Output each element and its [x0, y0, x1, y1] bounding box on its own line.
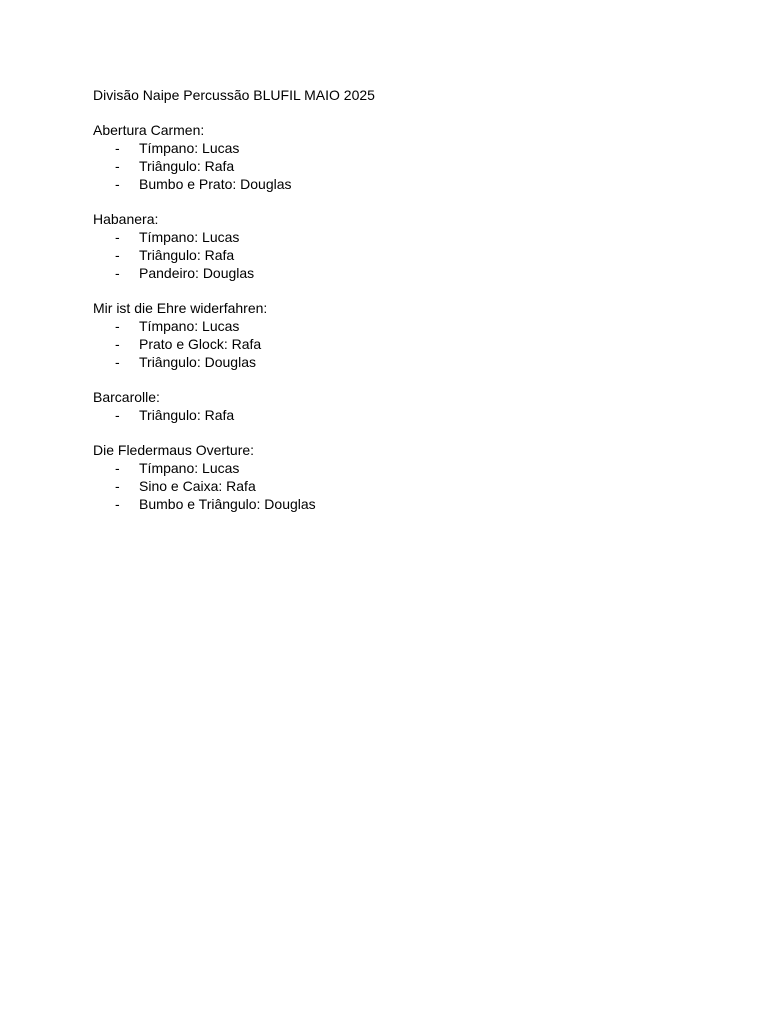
section-abertura-carmen: [93, 121, 693, 193]
list-item-text: Sino e Caixa: Rafa: [139, 478, 256, 494]
bullet-dash: -: [115, 460, 120, 476]
list-item-text: Bumbo e Triângulo: Douglas: [139, 496, 316, 512]
list-item-text: Triângulo: Rafa: [139, 158, 235, 174]
list-item-text: Tímpano: Lucas: [139, 140, 240, 156]
bullet-dash: -: [115, 407, 120, 423]
list-item-text: Pandeiro: Douglas: [139, 265, 255, 281]
section-heading: Mir ist die Ehre widerfahren:: [93, 300, 268, 316]
list-item: [93, 175, 693, 193]
section-mir-ist-die-ehre: [93, 299, 693, 371]
section-heading: Die Fledermaus Overture:: [93, 442, 255, 458]
list-item: [93, 264, 693, 282]
bullet-dash: -: [115, 354, 120, 370]
bullet-dash: -: [115, 176, 120, 192]
list-item-text: Triângulo: Rafa: [139, 407, 235, 423]
document-page: [93, 86, 693, 530]
list-item: [93, 139, 693, 157]
bullet-dash: -: [115, 229, 120, 245]
list-item: [93, 406, 693, 424]
bullet-dash: -: [115, 140, 120, 156]
list-item: [93, 246, 693, 264]
section-habanera: [93, 210, 693, 282]
list-item-text: Triângulo: Douglas: [139, 354, 256, 370]
list-item-text: Triângulo: Rafa: [139, 247, 235, 263]
list-item: [93, 353, 693, 371]
list-item: [93, 477, 693, 495]
list-item: [93, 317, 693, 335]
section-die-fledermaus-overture: [93, 441, 693, 513]
bullet-dash: -: [115, 496, 120, 512]
bullet-dash: -: [115, 318, 120, 334]
list-item-text: Tímpano: Lucas: [139, 229, 240, 245]
bullet-dash: -: [115, 158, 120, 174]
bullet-dash: -: [115, 336, 120, 352]
list-item: [93, 495, 693, 513]
bullet-dash: -: [115, 247, 120, 263]
list-item-text: Tímpano: Lucas: [139, 318, 240, 334]
list-item: [93, 459, 693, 477]
list-item-text: Tímpano: Lucas: [139, 460, 240, 476]
list-item: [93, 335, 693, 353]
section-heading: Abertura Carmen:: [93, 122, 205, 138]
bullet-dash: -: [115, 265, 120, 281]
list-item-text: Bumbo e Prato: Douglas: [139, 176, 292, 192]
section-heading: Habanera:: [93, 211, 159, 227]
list-item: [93, 228, 693, 246]
section-barcarolle: [93, 388, 693, 424]
section-heading: Barcarolle:: [93, 389, 160, 405]
list-item: [93, 157, 693, 175]
list-item-text: Prato e Glock: Rafa: [139, 336, 262, 352]
document-title: Divisão Naipe Percussão BLUFIL MAIO 2025: [93, 87, 375, 103]
bullet-dash: -: [115, 478, 120, 494]
